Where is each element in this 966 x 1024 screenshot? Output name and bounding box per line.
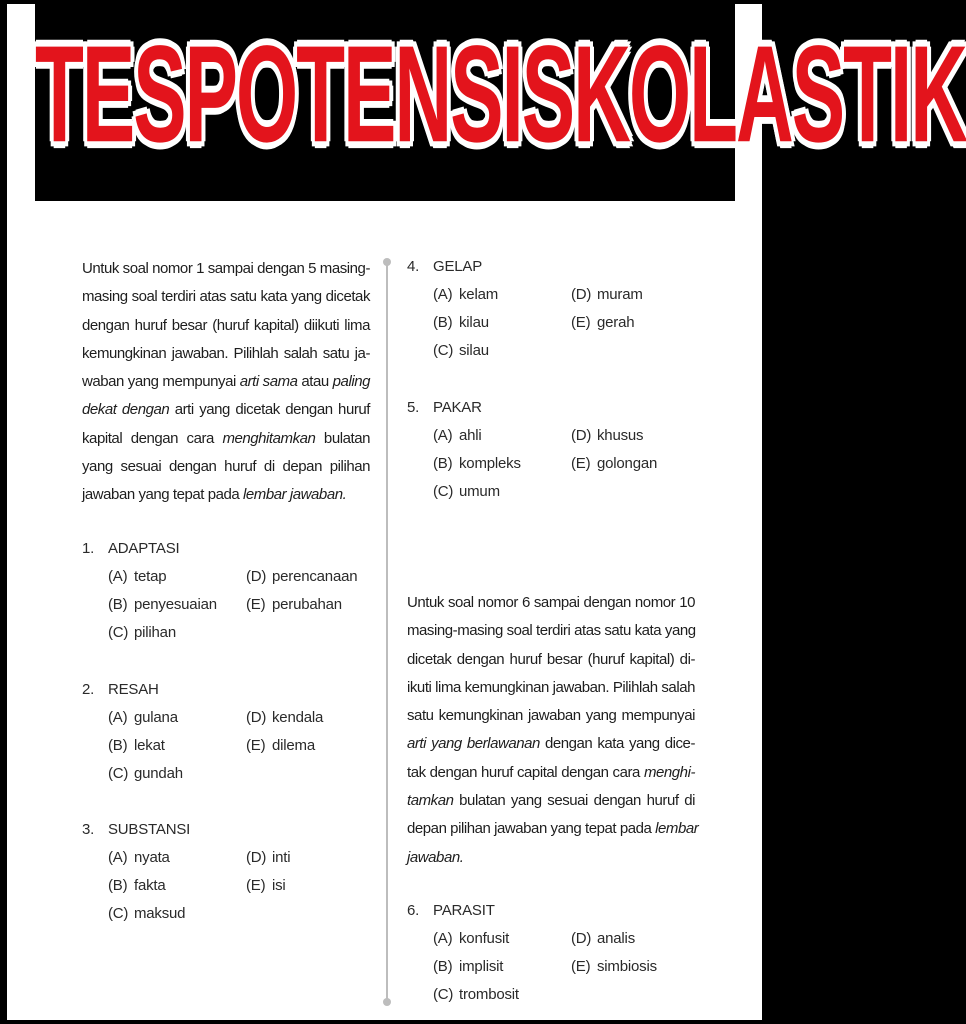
instruction-line: satu kemungkinan jawaban yang mempunyai — [407, 707, 695, 725]
question-2 — [82, 681, 159, 698]
question-word: PAKAR — [433, 399, 482, 416]
option-text: kelam — [459, 286, 499, 303]
question-6 — [407, 902, 495, 919]
question-number: 6. — [407, 902, 420, 919]
instruction-line: depan pilihan jawaban yang tepat pada lembar — [407, 820, 699, 838]
option-letter: (A) — [108, 709, 128, 726]
option-text: gerah — [597, 314, 635, 331]
option-e[interactable] — [246, 737, 315, 754]
option-c[interactable] — [433, 342, 489, 359]
instruction-line: tak dengan huruf capital dengan cara menghi- — [407, 763, 695, 781]
divider-bottom-dot — [383, 998, 391, 1006]
instruction-line: tamkan bulatan yang sesuai dengan huruf di — [407, 792, 695, 810]
instruction-line: dekat dengan arti yang dicetak dengan huruf — [82, 401, 370, 419]
option-e[interactable] — [571, 455, 657, 472]
option-c[interactable] — [108, 624, 176, 641]
option-a[interactable] — [433, 427, 482, 444]
option-text: muram — [597, 286, 643, 303]
option-d[interactable] — [571, 286, 643, 303]
option-letter: (D) — [571, 427, 592, 444]
option-letter: (E) — [246, 596, 266, 613]
question-number: 3. — [82, 821, 95, 838]
option-text: analis — [597, 930, 635, 947]
instruction-line: ikuti lima kemungkinan jawaban. Pilihlah salah — [407, 678, 695, 696]
question-word: RESAH — [108, 681, 159, 698]
option-e[interactable] — [571, 958, 657, 975]
option-text: golongan — [597, 455, 658, 472]
option-letter: (D) — [246, 568, 267, 585]
instruction-line: waban yang mempunyai arti sama atau paling — [82, 373, 370, 391]
instruction-line: arti yang berlawanan dengan kata yang dice- — [407, 735, 695, 753]
option-letter: (A) — [433, 286, 453, 303]
instruction-line: dicetak dengan huruf besar (huruf kapital) di- — [407, 650, 695, 668]
option-d[interactable] — [246, 849, 290, 866]
option-letter: (B) — [108, 596, 128, 613]
instruction-paragraph-1 — [82, 255, 370, 510]
instruction-paragraph-2 — [407, 589, 699, 872]
option-a[interactable] — [108, 709, 178, 726]
option-letter: (B) — [108, 737, 128, 754]
option-e[interactable] — [571, 314, 634, 331]
option-a[interactable] — [433, 930, 509, 947]
question-word: ADAPTASI — [108, 540, 180, 557]
option-letter: (C) — [433, 986, 454, 1003]
option-b[interactable] — [433, 314, 489, 331]
option-letter: (D) — [571, 930, 592, 947]
option-text: kendala — [272, 709, 324, 726]
option-text: kilau — [459, 314, 489, 331]
option-letter: (A) — [433, 930, 453, 947]
instruction-line: kapital dengan cara menghitamkan bulatan — [82, 429, 370, 447]
option-b[interactable] — [108, 877, 166, 894]
option-letter: (D) — [246, 849, 267, 866]
option-text: trombosit — [459, 986, 519, 1003]
instruction-line: Untuk soal nomor 1 sampai dengan 5 masing- — [82, 260, 370, 277]
option-c[interactable] — [433, 986, 519, 1003]
page-title: TESPOTENSISKOLASTIK — [35, 17, 966, 171]
option-text: lekat — [134, 737, 165, 754]
instruction-line: Untuk soal nomor 6 sampai dengan nomor 10 — [407, 594, 695, 611]
option-d[interactable] — [246, 568, 357, 585]
option-text: pilihan — [134, 624, 176, 641]
option-letter: (A) — [433, 427, 453, 444]
option-text: tetap — [134, 568, 167, 585]
instruction-line: dengan huruf besar (huruf kapital) diikuti lima — [82, 316, 370, 334]
option-letter: (E) — [571, 958, 591, 975]
question-number: 2. — [82, 681, 95, 698]
option-letter: (D) — [571, 286, 592, 303]
option-letter: (C) — [108, 765, 129, 782]
instruction-line: yang sesuai dengan huruf di depan pilihan — [82, 458, 370, 476]
option-text: fakta — [134, 877, 166, 894]
option-text: umum — [459, 483, 500, 500]
option-text: dilema — [272, 737, 315, 754]
option-letter: (E) — [571, 455, 591, 472]
column-divider — [386, 262, 388, 1004]
option-b[interactable] — [108, 737, 165, 754]
option-letter: (B) — [433, 314, 453, 331]
question-5 — [407, 399, 482, 416]
option-letter: (A) — [108, 568, 128, 585]
option-text: gulana — [134, 709, 178, 726]
option-letter: (E) — [246, 737, 266, 754]
option-text: simbiosis — [597, 958, 657, 975]
option-c[interactable] — [108, 765, 183, 782]
question-number: 1. — [82, 540, 95, 557]
option-text: perencanaan — [272, 568, 358, 585]
option-b[interactable] — [108, 596, 217, 613]
option-text: maksud — [134, 905, 186, 922]
option-text: khusus — [597, 427, 644, 444]
option-a[interactable] — [108, 849, 170, 866]
option-c[interactable] — [433, 483, 500, 500]
divider-top-dot — [383, 258, 391, 266]
option-e[interactable] — [246, 877, 286, 894]
option-text: nyata — [134, 849, 170, 866]
question-4 — [407, 258, 482, 275]
question-number: 5. — [407, 399, 420, 416]
option-text: perubahan — [272, 596, 342, 613]
option-letter: (A) — [108, 849, 128, 866]
instruction-line: jawaban yang tepat pada lembar jawaban. — [82, 486, 347, 504]
option-a[interactable] — [108, 568, 166, 585]
option-letter: (C) — [108, 624, 129, 641]
option-a[interactable] — [433, 286, 498, 303]
option-c[interactable] — [108, 905, 185, 922]
instruction-line: kemungkinan jawaban. Pilihlah salah satu ja- — [82, 344, 370, 362]
question-1 — [82, 540, 179, 557]
option-letter: (E) — [571, 314, 591, 331]
question-word: SUBSTANSI — [108, 821, 191, 838]
option-text: konfusit — [459, 930, 510, 947]
option-text: implisit — [459, 958, 504, 975]
option-text: isi — [272, 877, 286, 894]
question-word: PARASIT — [433, 902, 495, 919]
option-e[interactable] — [246, 596, 342, 613]
option-letter: (D) — [246, 709, 267, 726]
question-word: GELAP — [433, 258, 483, 275]
option-text: ahli — [459, 427, 482, 444]
option-text: silau — [459, 342, 489, 359]
question-number: 4. — [407, 258, 420, 275]
option-letter: (C) — [433, 483, 454, 500]
option-text: kompleks — [459, 455, 521, 472]
option-letter: (C) — [108, 905, 129, 922]
option-letter: (B) — [433, 455, 453, 472]
instruction-line: jawaban. — [407, 848, 464, 866]
option-text: inti — [272, 849, 291, 866]
option-d[interactable] — [571, 930, 635, 947]
question-3 — [82, 821, 190, 838]
option-letter: (B) — [108, 877, 128, 894]
option-d[interactable] — [571, 427, 643, 444]
option-letter: (B) — [433, 958, 453, 975]
option-b[interactable] — [433, 958, 503, 975]
option-text: penyesuaian — [134, 596, 217, 613]
option-letter: (E) — [246, 877, 266, 894]
instruction-line: masing-masing soal terdiri atas satu kata yang — [407, 622, 696, 640]
option-d[interactable] — [246, 709, 323, 726]
instruction-line: masing soal terdiri atas satu kata yang dicetak — [82, 288, 370, 306]
option-text: gundah — [134, 765, 183, 782]
option-letter: (C) — [433, 342, 454, 359]
option-b[interactable] — [433, 455, 521, 472]
